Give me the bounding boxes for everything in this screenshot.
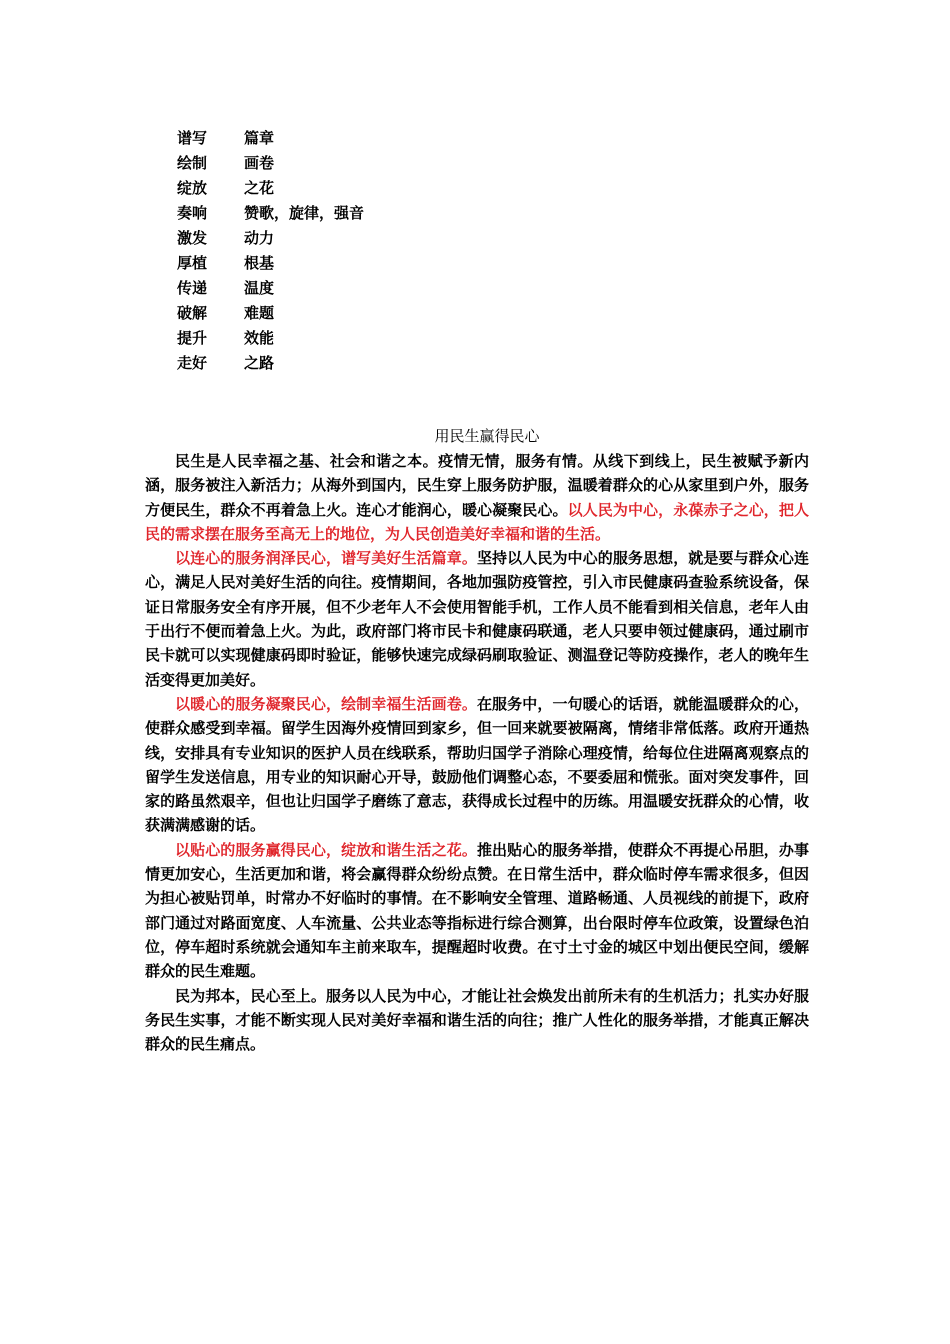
word-pair-row — [177, 176, 364, 201]
paragraph-text: 民生是人民幸福之基、社会和谐之本。疫情无情，服务有情。从线下到线上，民生被赋予新内涵，服务被注入新活力；从海外到国内，民生穿上服务防护服，温暖着群众的心从家里到户外，服务方便民生，群众不再着急上火。连心才能润心，暖心凝聚民心。 — [145, 452, 809, 519]
word-noun: 动力 — [244, 229, 275, 247]
word-pair-row — [177, 326, 364, 351]
section-heading: 以连心的服务润泽民心，谱写美好生活篇章。 — [175, 549, 477, 568]
word-noun: 画卷 — [244, 154, 275, 172]
paragraph-text: 在服务中，一句暖心的话语，就能温暖群众的心，使群众感受到幸福。留学生因海外疫情回到家乡，但一回来就要被隔离，情绪非常低落。政府开通热线，安排具有专业知识的医护人员在线联系，帮助归国学子消除心理疫情，给每位住进隔离观察点的留学生发送信息，用专业的知识耐心开导，鼓励他们调整心态，不要委屈和慌张。面对突发事件，回家的路虽然艰辛，但也让归国学子磨练了意志，获得成长过程中的历练。用温暖安抚群众的心情，收获满满感谢的话。 — [145, 694, 809, 835]
word-verb: 奏响 — [177, 204, 208, 222]
word-pair-row — [177, 201, 364, 226]
word-pair-row — [177, 276, 364, 301]
word-noun: 之花 — [244, 179, 275, 197]
word-verb: 绽放 — [177, 179, 208, 197]
word-verb: 提升 — [177, 329, 208, 347]
word-noun: 温度 — [244, 279, 275, 297]
word-noun: 之路 — [244, 354, 275, 372]
word-pair-row — [177, 251, 364, 276]
paragraph-highlight: 以人民为中心，永葆赤子之心，把人民的需求摆在服务至高无上的地位，为人民创造美好幸福和谐的生活。 — [145, 500, 809, 543]
paragraph-section-3 — [145, 838, 809, 984]
paragraph-text: 民为邦本，民心至上。服务以人民为中心，才能让社会焕发出前所未有的生机活力；扎实办好服务民生实事，才能不断实现人民对美好幸福和谐生活的向往；推广人性化的服务举措，才能真正解决群众的民生痛点。 — [145, 986, 809, 1054]
section-heading: 以暖心的服务凝聚民心，绘制幸福生活画卷。 — [175, 694, 477, 713]
word-verb: 走好 — [177, 354, 208, 372]
word-pair-row — [177, 151, 364, 176]
article-title: 用民生赢得民心 — [434, 427, 540, 445]
word-noun: 效能 — [244, 329, 275, 347]
word-pair-row — [177, 226, 364, 251]
word-pair-list — [177, 126, 364, 376]
word-verb: 破解 — [177, 304, 208, 322]
paragraph-text: 推出贴心的服务举措，使群众不再提心吊胆，办事情更加安心，生活更加和谐，将会赢得群众纷纷点赞。在日常生活中，群众临时停车需求很多，但因为担心被贴罚单，时常办不好临时的事情。在不影响安全管理、道路畅通、人员视线的前提下，政府部门通过对路面宽度、人车流量、公共业态等指标进行综合测算，出台限时停车位政策，设置绿色泊位，停车超时系统就会通知车主前来取车，提醒超时收费。在寸土寸金的城区中划出便民空间，缓解群众的民生难题。 — [145, 840, 809, 981]
word-pair-row — [177, 301, 364, 326]
word-pair-row — [177, 126, 364, 151]
word-verb: 厚植 — [177, 254, 208, 272]
word-pair-row — [177, 351, 364, 376]
word-verb: 绘制 — [177, 154, 208, 172]
word-verb: 谱写 — [177, 129, 208, 147]
word-noun: 赞歌，旋律，强音 — [244, 204, 365, 222]
paragraph-section-1 — [145, 546, 809, 692]
word-verb: 激发 — [177, 229, 208, 247]
paragraph-conclusion — [145, 984, 809, 1057]
word-noun: 难题 — [244, 304, 275, 322]
section-heading: 以贴心的服务赢得民心，绽放和谐生活之花。 — [175, 840, 477, 859]
paragraph-section-2 — [145, 692, 809, 838]
word-verb: 传递 — [177, 279, 208, 297]
paragraph-text: 坚持以人民为中心的服务思想，就是要与群众心连心，满足人民对美好生活的向往。疫情期间，各地加强防疫管控，引入市民健康码查验系统设备，保证日常服务安全有序开展，但不少老年人不会使用智能手机，工作人员不能看到相关信息，老年人由于出行不便而着急上火。为此，政府部门将市民卡和健康码联通，老人只要申领过健康码，通过刷市民卡就可以实现健康码即时验证，能够快速完成绿码刷取验证、测温登记等防疫操作，老人的晚年生活变得更加美好。 — [145, 549, 809, 689]
word-noun: 根基 — [244, 254, 275, 272]
article — [145, 424, 809, 1056]
word-noun: 篇章 — [244, 129, 275, 147]
paragraph-intro — [145, 449, 809, 546]
